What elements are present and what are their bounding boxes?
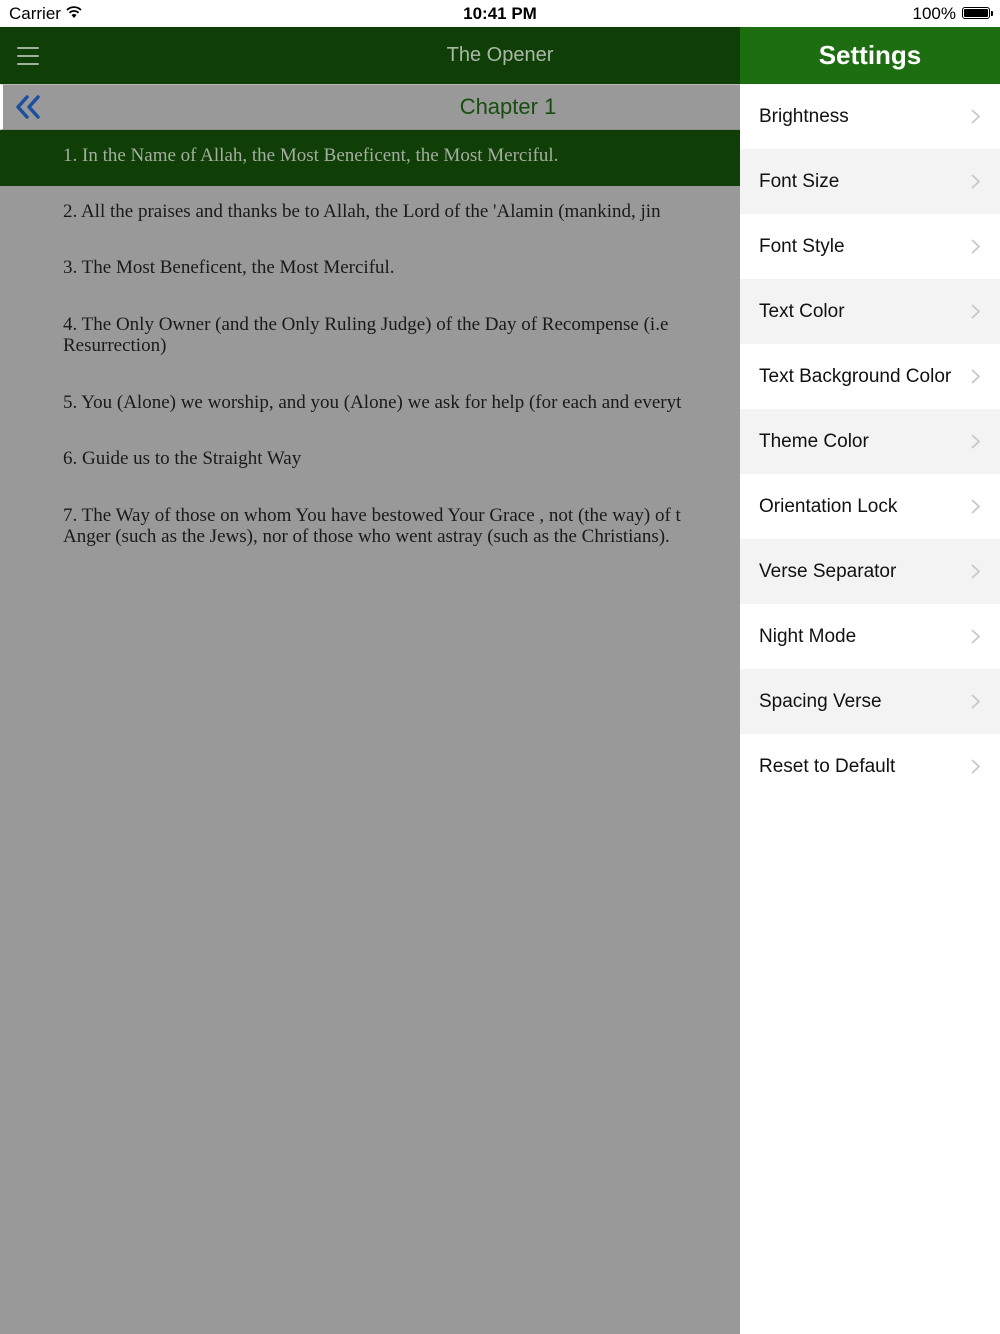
settings-panel [740, 27, 1000, 1334]
chevron-right-icon [971, 694, 980, 709]
verse-list [0, 130, 740, 547]
verse-item[interactable]: 6. Guide us to the Straight Way [63, 448, 302, 469]
settings-item-brightness[interactable] [740, 84, 1000, 149]
verse-item[interactable]: 5. You (Alone) we worship, and you (Alone) we ask for help (for each and everyt [63, 392, 682, 413]
verse-line: 7. The Way of those on whom You have bestowed Your Grace , not (the way) of t [63, 505, 681, 526]
verse-item[interactable] [0, 314, 740, 356]
verse-line: Anger (such as the Jews), nor of those who went astray (such as the Christians). [63, 526, 670, 547]
settings-item-label: Brightness [759, 106, 849, 127]
verse-item[interactable]: 3. The Most Beneficent, the Most Merciful. [63, 257, 395, 278]
battery-percentage: 100% [912, 4, 956, 23]
settings-item-text-background-color[interactable] [740, 344, 1000, 409]
nav-bar [0, 27, 740, 84]
settings-item-reset-to-default[interactable] [740, 734, 1000, 799]
settings-item-theme-color[interactable] [740, 409, 1000, 474]
settings-item-label: Verse Separator [759, 561, 897, 582]
settings-item-orientation-lock[interactable] [740, 474, 1000, 539]
settings-item-text-color[interactable] [740, 279, 1000, 344]
page-title: The Opener [446, 44, 554, 66]
chevron-right-icon [971, 759, 980, 774]
chevron-right-icon [971, 564, 980, 579]
settings-item-label: Night Mode [759, 626, 857, 647]
carrier-label: Carrier [9, 4, 61, 23]
settings-item-label: Orientation Lock [759, 496, 898, 517]
settings-item-font-size[interactable] [740, 149, 1000, 214]
chevron-right-icon [971, 369, 980, 384]
chapter-bar [0, 84, 740, 130]
chapter-title: Chapter 1 [459, 94, 557, 119]
battery-icon [962, 7, 990, 19]
chevron-right-icon [971, 434, 980, 449]
settings-item-label: Font Size [759, 171, 840, 192]
verse-item[interactable]: 2. All the praises and thanks be to Allah, the Lord of the 'Alamin (mankind, jin [63, 201, 661, 222]
settings-item-label: Text Background Color [759, 366, 952, 387]
settings-item-label: Theme Color [759, 431, 869, 452]
settings-title: Settings [740, 27, 1000, 84]
settings-item-label: Text Color [759, 301, 845, 322]
settings-item-label: Reset to Default [759, 756, 896, 777]
settings-item-label: Font Style [759, 236, 845, 257]
verse-item[interactable]: 1. In the Name of Allah, the Most Beneficent, the Most Merciful. [0, 130, 740, 186]
verse-line: Resurrection) [63, 335, 167, 356]
chevron-right-icon [971, 239, 980, 254]
settings-item-night-mode[interactable] [740, 604, 1000, 669]
settings-item-verse-separator[interactable] [740, 539, 1000, 604]
status-bar [0, 0, 1000, 27]
reader-view [0, 27, 740, 1334]
settings-item-label: Spacing Verse [759, 691, 882, 712]
chevron-right-icon [971, 499, 980, 514]
chevron-right-icon [971, 304, 980, 319]
settings-item-font-style[interactable] [740, 214, 1000, 279]
status-time: 10:41 PM [463, 4, 537, 23]
chevron-right-icon [971, 629, 980, 644]
chevron-right-icon [971, 174, 980, 189]
verse-line: 4. The Only Owner (and the Only Ruling Judge) of the Day of Recompense (i.e [63, 314, 669, 335]
chevron-right-icon [971, 109, 980, 124]
settings-item-spacing-verse[interactable] [740, 669, 1000, 734]
verse-item[interactable] [0, 505, 740, 547]
